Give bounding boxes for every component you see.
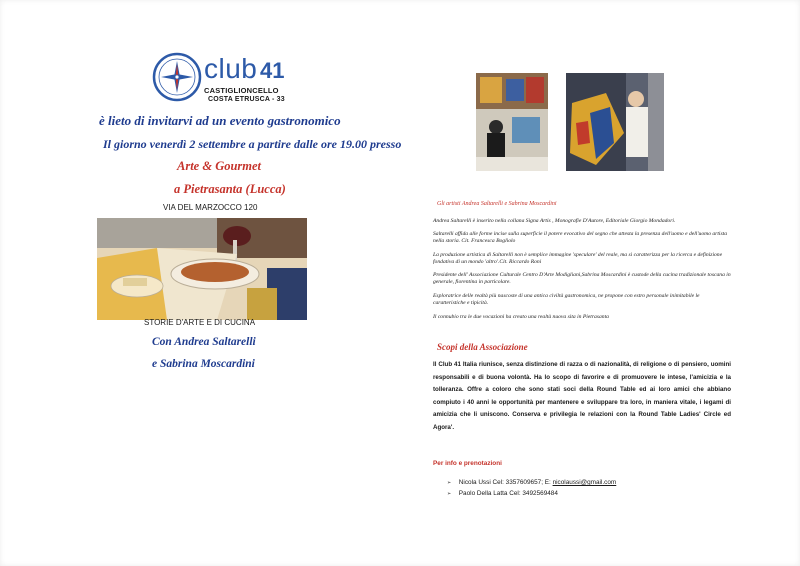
info-title: Per info e prenotazioni — [433, 460, 502, 467]
logo-subtitle-2: COSTA ETRUSCA - 33 — [208, 96, 285, 103]
painter-illustration — [566, 73, 664, 171]
food-photo — [97, 218, 307, 320]
contact-row — [447, 490, 558, 497]
bio-paragraph-2: Saltarelli affida alle forme incise sulla superficie il potere evocativo del segno che attesta la presenza dell'uomo e dell'uomo artista nella storia. Cit. Francesca Bogliolo — [433, 231, 727, 245]
bullet-arrow-icon: ➢ — [447, 480, 452, 486]
bio-paragraph-6: Il connubio tra le due vocazioni ha creato una realtà nuova sita in Pietrasanta — [433, 314, 609, 320]
contact-text: Nicola Ussi Cel: 3357609657; E: — [458, 479, 551, 486]
host-line-1: Con Andrea Saltarelli — [152, 336, 256, 348]
club41-logo — [152, 52, 292, 108]
contact-text: Paolo Della Latta Cel: 3492569484 — [458, 490, 558, 497]
artists-illustration — [476, 73, 548, 171]
compass-logo-icon — [152, 52, 202, 102]
artists-photo — [476, 73, 548, 171]
invite-line: è lieto di invitarvi ad un evento gastronomico — [99, 113, 341, 128]
logo-club-text: club — [204, 53, 258, 84]
bio-paragraph-5: Esploratrice delle realtà più nascoste di una antica civiltà gastronomica, ne propone con estro personale inimitabile le caratteristiche e tipicità. — [433, 293, 700, 307]
photo-caption: STORIE D'ARTE E DI CUCINA — [144, 318, 256, 327]
host-line-2: e Sabrina Moscardini — [152, 358, 255, 370]
food-illustration — [97, 218, 307, 320]
artist-painting-photo — [566, 73, 664, 171]
venue-name: Arte & Gourmet — [177, 159, 262, 173]
venue-city: a Pietrasanta (Lucca) — [174, 182, 286, 196]
logo-number: 41 — [260, 58, 285, 83]
date-line: Il giorno venerdì 2 settembre a partire dalle ore 19.00 presso — [103, 137, 402, 151]
artists-title: Gli artisti Andrea Saltarelli e Sabrina Moscardini — [437, 201, 557, 207]
contact-row — [447, 479, 616, 486]
bio-paragraph-4: Presidente dell' Associazione Culturale Centro D'Arte Modigliani,Sabrina Moscardini è custode della cucina tradizionale toscana in generale, fiorentina in particolare. — [433, 272, 731, 286]
contact-email-link[interactable]: nicolaussi@gmail.com — [552, 479, 617, 486]
bullet-arrow-icon: ➢ — [447, 491, 452, 497]
bio-paragraph-3: La produzione artistica di Saltarelli non è semplice immagine 'speculare' del reale, ma si caratterizza per la ricerca e definizione fondativa di un mondo 'altro'.Cit. Riccardo Roni — [433, 252, 723, 266]
scopi-title: Scopi della Associazione — [437, 342, 528, 352]
scopi-body: Il Club 41 Italia riunisce, senza distinzione di razza o di nazionalità, di religione o di pensiero, uomini responsabili e di buona volontà. Ha lo scopo di favorire e di promuovere le intese, l'amicizia e la tolleranza. Offre a coloro che sono stati soci della Round Table ed ai loro amici che abbiano compiuto i 40 anni le opportunità per mantenere e sviluppare tra loro, in maniera vitale, i legami di amicizia che li uniscono. Conserva e privilegia le relazioni con la Round Table Ladies' Circle ed Agora'. — [433, 361, 731, 431]
bio-paragraph-1: Andrea Saltarelli è inserito nella collana Signa Artis , Monografie D'Autore, Editoriale Giorgio Mondadori. — [433, 218, 676, 224]
logo-subtitle-1: CASTIGLIONCELLO — [204, 86, 279, 95]
venue-address: VIA DEL MARZOCCO 120 — [163, 203, 258, 212]
